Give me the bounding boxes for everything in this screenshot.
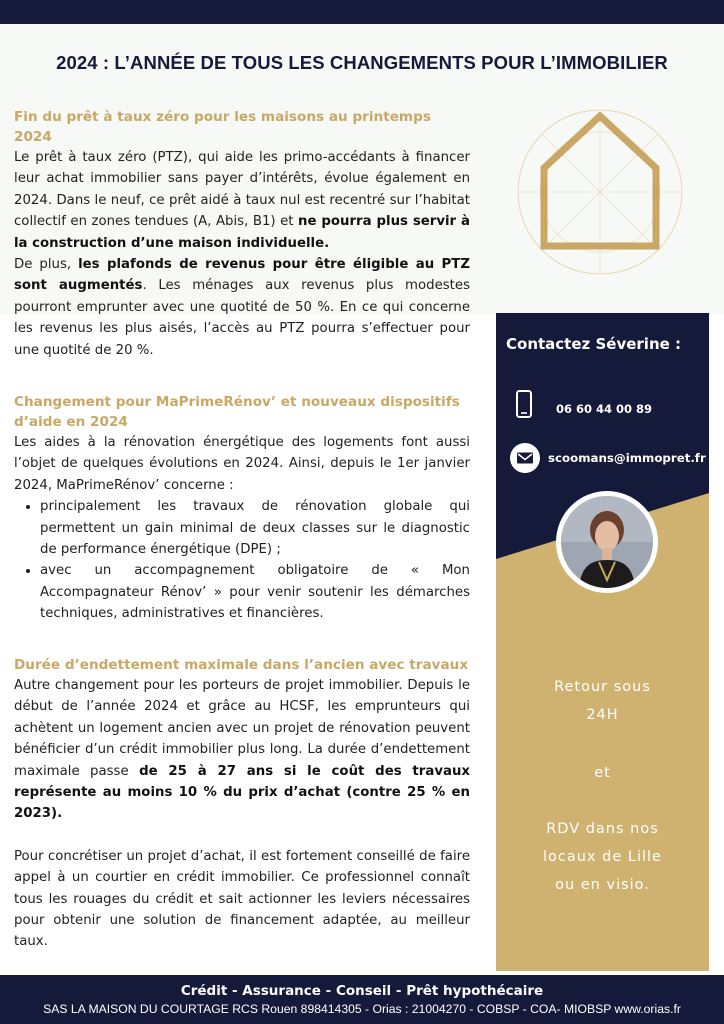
appointment-line: ou en visio. bbox=[555, 877, 650, 893]
house-logo-icon bbox=[516, 108, 684, 276]
contact-sidebar bbox=[496, 313, 709, 971]
list-item: • avec un accompagnement obligatoire de « Mon Accompagnateur Rénov’ » pour venir soutenir les démarches techniques, administratives et financières. bbox=[40, 560, 470, 624]
section-ptz bbox=[14, 107, 470, 361]
appointment-line: RDV dans nos bbox=[546, 821, 659, 837]
section-maprimerenov bbox=[14, 392, 470, 625]
bullet-list bbox=[14, 496, 470, 624]
footer bbox=[0, 975, 724, 1024]
appointment-line: locaux de Lille bbox=[543, 849, 662, 865]
footer-legal: SAS LA MAISON DU COURTAGE RCS Rouen 898414305 - Orias : 21004270 - COBSP - COA- MIOBSP www.orias.fr bbox=[43, 1002, 681, 1016]
mail-icon bbox=[510, 443, 540, 473]
paragraph: Pour concrétiser un projet d’achat, il est fortement conseillé de faire appel à un courtier en crédit immobilier. Ce professionnel connaît tous les rouages du crédit et sait actionner les leviers nécessaires pour obtenir une solution de financement adaptée, au meilleur taux. bbox=[14, 848, 470, 950]
contact-title: Contactez Séverine : bbox=[506, 335, 682, 353]
paragraph: Les aides à la rénovation énergétique des logements font aussi l’objet de quelques évolutions en 2024. Ainsi, depuis le 1er janvier 2024, MaPrimeRénov’ concerne : bbox=[14, 435, 470, 493]
paragraph: Autre changement pour les porteurs de projet immobilier. Depuis le début de l’année 2024 et grâce au HCSF, les emprunteurs qui achètent un logement ancien avec un projet de rénovation peuvent bénéficier d’un crédit immobilier plus long. La durée d’endettement maximale passe de 25 à 27 ans si le coût des travaux représente au moins 10 % du prix d’achat (contre 25 % en 2023). bbox=[14, 678, 471, 822]
section-heading: Changement pour MaPrimeRénov’ et nouveaux dispositifs d’aide en 2024 bbox=[14, 394, 460, 430]
callback-line: et bbox=[594, 765, 611, 781]
paragraph: De plus, les plafonds de revenus pour être éligible au PTZ sont augmentés. Les ménages aux revenus plus modestes pourront emprunter avec une quotité de 50 %. En ce qui concerne les revenus les plus aisés, l’accès au PTZ pourra s’effectuer pour une quotité de 20 %. bbox=[14, 257, 470, 358]
page-title: 2024 : L’ANNÉE DE TOUS LES CHANGEMENTS POUR L’IMMOBILIER bbox=[56, 52, 668, 73]
top-bar bbox=[0, 0, 724, 24]
paragraph: Le prêt à taux zéro (PTZ), qui aide les primo-accédants à financer leur achat immobilier sans payer d’intérêts, évolue également en 2024. Dans le neuf, ce prêt aidé à taux nul est recentré sur l’habitat collectif en zones tendues (A, Abis, B1) et ne pourra plus servir à la construction d’une maison individuelle. bbox=[14, 150, 470, 251]
email-link[interactable]: scoomans@immopret.fr bbox=[548, 451, 706, 465]
callback-line: 24H bbox=[586, 707, 619, 723]
list-item: • principalement les travaux de rénovation globale qui permettent un gain minimal de deux classes sur le diagnostic de performance énergétique (DPE) ; bbox=[40, 496, 470, 560]
avatar bbox=[556, 491, 658, 593]
callback-line: Retour sous bbox=[554, 679, 651, 695]
section-heading: Durée d’endettement maximale dans l’ancien avec travaux bbox=[14, 657, 469, 673]
section-endettement bbox=[14, 655, 470, 953]
phone-number[interactable]: 06 60 44 00 89 bbox=[556, 402, 653, 416]
section-heading: Fin du prêt à taux zéro pour les maisons au printemps 2024 bbox=[14, 109, 431, 145]
footer-services: Crédit - Assurance - Conseil - Prêt hypothécaire bbox=[180, 983, 544, 999]
phone-icon bbox=[516, 390, 532, 418]
